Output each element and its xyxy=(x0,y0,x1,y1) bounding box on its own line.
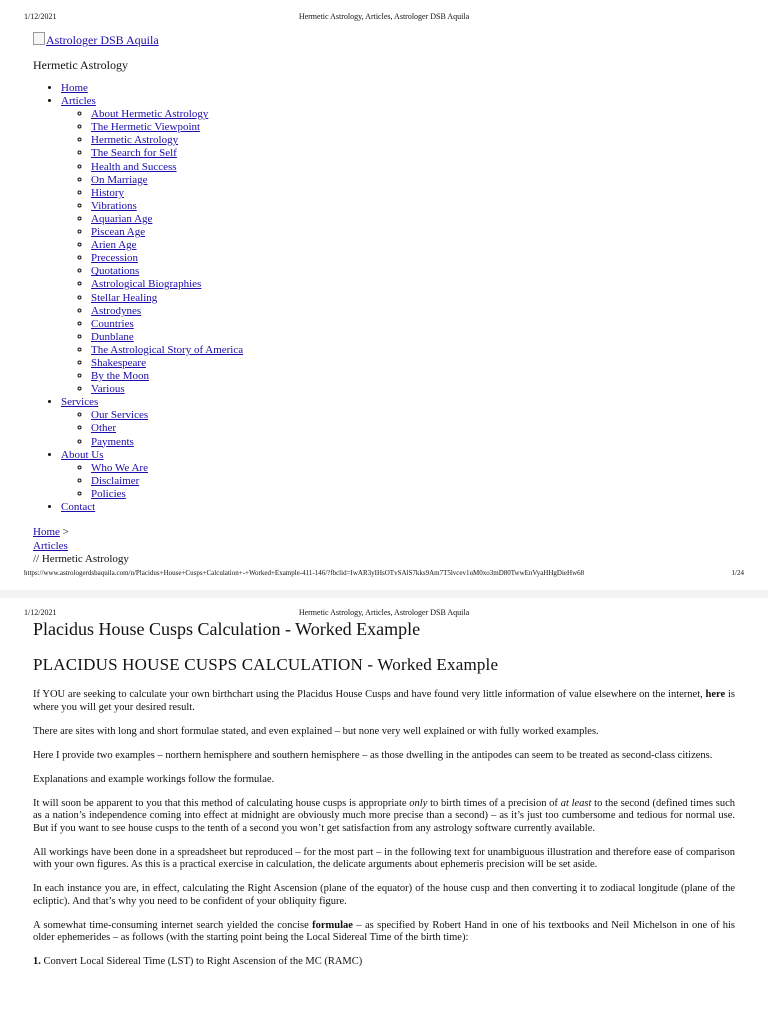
submenu-link[interactable]: Health and Success xyxy=(91,160,177,173)
submenu-link[interactable]: Countries xyxy=(91,317,134,330)
italic-text: only xyxy=(409,797,428,809)
submenu-link[interactable]: Quotations xyxy=(91,265,140,278)
breadcrumb-row xyxy=(33,526,129,540)
submenu-link[interactable]: Stellar Healing xyxy=(91,291,158,304)
submenu-link[interactable]: History xyxy=(91,186,124,199)
submenu-item xyxy=(91,409,243,422)
page-number: 1/24 xyxy=(731,569,744,577)
article-body xyxy=(33,689,735,969)
page-header xyxy=(24,12,744,24)
submenu-item xyxy=(91,305,243,318)
text: If YOU are seeking to calculate your own birthchart using the Placidus House Cusps and have found very little information of value elsewhere on the internet, xyxy=(33,689,706,700)
nav-item-contact xyxy=(61,501,243,514)
formula-step xyxy=(33,956,735,969)
bold-text: here xyxy=(705,689,726,700)
submenu-item xyxy=(91,200,243,213)
broken-image-icon xyxy=(33,32,45,45)
nav-item-about xyxy=(61,449,243,501)
print-date: 1/12/2021 xyxy=(24,608,57,617)
submenu-item xyxy=(91,226,243,239)
text: to birth times of a precision of xyxy=(427,797,561,809)
text: is where you will get your desired result. xyxy=(33,689,735,713)
main-navigation xyxy=(33,82,243,514)
submenu-item xyxy=(91,318,243,331)
text: A somewhat time-consuming internet search yielded the concise xyxy=(33,919,313,931)
page-footer xyxy=(24,569,744,581)
logo-alt-text: Astrologer DSB Aquila xyxy=(46,33,159,47)
paragraph: Here I provide two examples – northern hemisphere and southern hemisphere – as those dwelling in the antipodes can seem to be treated as second-class citizens. xyxy=(33,749,713,761)
submenu-item xyxy=(91,161,243,174)
nav-link-about[interactable]: About Us xyxy=(61,448,104,461)
services-submenu xyxy=(61,409,243,448)
submenu-link[interactable]: The Astrological Story of America xyxy=(91,343,244,356)
submenu-link[interactable]: By the Moon xyxy=(91,370,150,383)
nav-link-home[interactable]: Home xyxy=(61,82,88,94)
paragraph: All workings have been done in a spreadsheet but reproduced – for the most part – in the following text for unambiguous illustration and therefore ease of comparison with your own figures. As this is a practical exercise in calculation, the delicate arguments about ephemeris precision will be set aside. xyxy=(33,846,735,870)
print-title: Hermetic Astrology, Articles, Astrologer DSB Aquila xyxy=(298,12,470,21)
print-date: 1/12/2021 xyxy=(24,12,57,21)
breadcrumb-row xyxy=(33,540,129,554)
submenu-item xyxy=(91,488,243,501)
submenu-item xyxy=(91,213,243,226)
nav-item-articles xyxy=(61,95,243,396)
paragraph: In each instance you are, in effect, calculating the Right Ascension (plane of the equator) of the house cusp and then converting it to zodiacal longitude (plane of the ecliptic). And that’s why you need to be confident of your obliquity figure. xyxy=(33,883,735,907)
submenu-item xyxy=(91,147,243,160)
submenu-item xyxy=(91,436,243,449)
submenu-item xyxy=(91,252,243,265)
submenu-item xyxy=(91,108,243,121)
article-heading: PLACIDUS HOUSE CUSPS CALCULATION - Worked Example xyxy=(33,655,499,674)
submenu-link[interactable]: Shakespeare xyxy=(91,356,146,369)
submenu-item xyxy=(91,462,243,475)
nav-item-home xyxy=(61,82,243,95)
submenu-item xyxy=(91,422,243,435)
breadcrumb-separator: > xyxy=(59,526,69,538)
about-submenu xyxy=(61,462,243,501)
text: It will soon be apparent to you that this method of calculating house cusps is appropriate xyxy=(33,797,410,809)
nav-link-contact[interactable]: Contact xyxy=(61,501,96,513)
paragraph xyxy=(33,689,735,714)
submenu-item xyxy=(91,370,243,383)
submenu-link[interactable]: Arien Age xyxy=(91,239,137,252)
submenu-link[interactable]: Our Services xyxy=(91,409,149,422)
nav-link-services[interactable]: Services xyxy=(61,396,99,409)
print-title: Hermetic Astrology, Articles, Astrologer DSB Aquila xyxy=(298,608,470,617)
breadcrumb-current: // Hermetic Astrology xyxy=(33,553,129,565)
submenu-item xyxy=(91,292,243,305)
submenu-item xyxy=(91,278,243,291)
print-url: https://www.astrologerdsbaquila.com/n/Placidus+House+Cusps+Calculation+-+Worked+Example-411-146/?fbclid=IwAR3yIHsOTvSAlS7kks9Am7T5lvcev1uM0xo3mD80TwwEnVyaHHgDieHw68 xyxy=(24,569,585,577)
pdf-page-2 xyxy=(0,600,768,1024)
text: to the second (defined times such as a nation’s independence coming into effect at midnight are obviously much more precise than a second) – as it’s just too cumbersome and tedious for normal use. But if you want to see house cusps to the tenth of a second you won’t get satisfaction from any astrology software currently available. xyxy=(33,797,736,834)
submenu-link[interactable]: Dunblane xyxy=(91,330,134,343)
submenu-item xyxy=(91,344,243,357)
submenu-item xyxy=(91,265,243,278)
page-break xyxy=(0,590,768,598)
submenu-link[interactable]: The Hermetic Viewpoint xyxy=(91,121,201,134)
submenu-link[interactable]: Disclaimer xyxy=(91,474,140,487)
submenu-item xyxy=(91,331,243,344)
paragraph: Explanations and example workings follow the formulae. xyxy=(33,773,275,785)
article-title: Placidus House Cusps Calculation - Worked Example xyxy=(33,619,421,639)
submenu-link[interactable]: Other xyxy=(91,422,117,435)
site-tagline: Hermetic Astrology xyxy=(33,58,128,72)
submenu-link[interactable]: Astrological Biographies xyxy=(91,278,202,291)
submenu-item xyxy=(91,239,243,252)
submenu-item xyxy=(91,383,243,396)
submenu-item xyxy=(91,121,243,134)
breadcrumb-articles-link[interactable]: Articles xyxy=(33,539,68,552)
submenu-item xyxy=(91,174,243,187)
submenu-item xyxy=(91,357,243,370)
submenu-link[interactable]: Hermetic Astrology xyxy=(91,134,179,147)
submenu-link[interactable]: Who We Are xyxy=(91,461,148,474)
articles-submenu xyxy=(61,108,243,396)
submenu-link[interactable]: Astrodynes xyxy=(91,304,142,317)
submenu-link[interactable]: Payments xyxy=(91,435,134,448)
nav-item-services xyxy=(61,396,243,448)
step-number: 1. xyxy=(33,956,41,967)
nav-link-articles[interactable]: Articles xyxy=(61,95,96,108)
submenu-link[interactable]: Policies xyxy=(91,487,126,500)
submenu-item xyxy=(91,187,243,200)
breadcrumb-home-link[interactable]: Home xyxy=(33,526,60,538)
submenu-link[interactable]: The Search for Self xyxy=(91,147,177,160)
breadcrumb xyxy=(33,526,129,567)
step-text: Convert Local Sidereal Time (LST) to Right Ascension of the MC (RAMC) xyxy=(40,956,363,967)
italic-text: at least xyxy=(560,797,592,809)
submenu-link[interactable]: Precession xyxy=(91,252,139,265)
submenu-link[interactable]: About Hermetic Astrology xyxy=(91,108,209,121)
submenu-link[interactable]: Vibrations xyxy=(91,199,137,212)
submenu-link[interactable]: Piscean Age xyxy=(91,226,146,239)
submenu-link[interactable]: Aquarian Age xyxy=(91,212,153,225)
site-logo-link[interactable] xyxy=(33,32,159,48)
text: – as specified by Robert Hand in one of his textbooks and Neil Michelson in one of his older ephemerides – as follows (with the starting point being the Local Sidereal Time of the birth time): xyxy=(33,919,735,943)
paragraph: There are sites with long and short formulae stated, and even explained – but none very well explained or with fully worked examples. xyxy=(33,725,599,737)
paragraph xyxy=(33,798,735,836)
submenu-item xyxy=(91,475,243,488)
submenu-item xyxy=(91,134,243,147)
submenu-link[interactable]: Various xyxy=(91,383,125,396)
bold-text: formulae xyxy=(312,919,353,931)
paragraph xyxy=(33,920,735,945)
submenu-link[interactable]: On Marriage xyxy=(91,173,148,186)
